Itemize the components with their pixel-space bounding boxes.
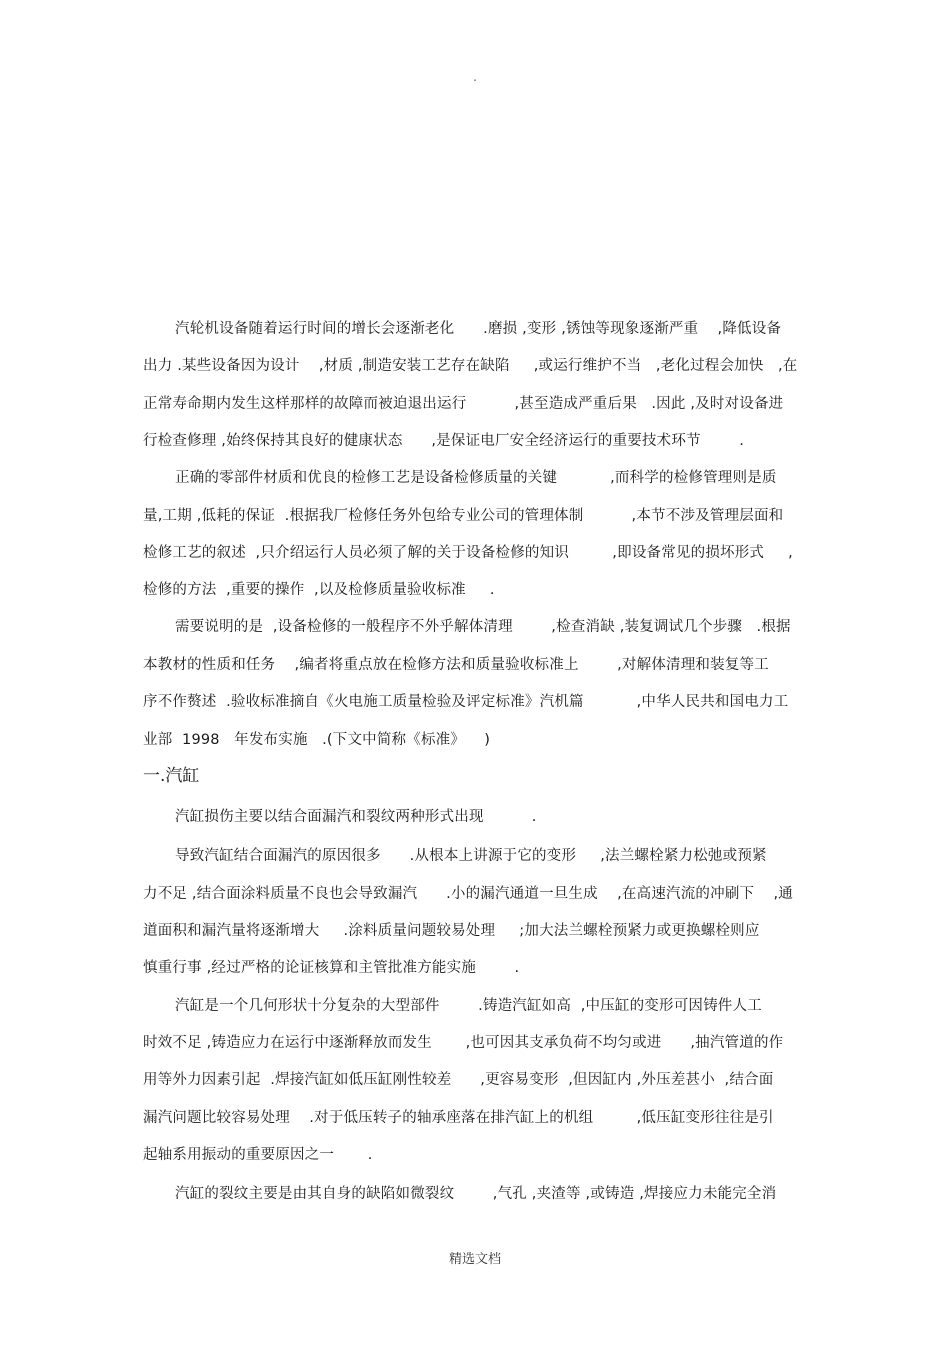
paragraph-line: 出力 .某些设备因为设计 ,材质 ,制造安装工艺存在缺陷 ,或运行维护不当 ,老化过程会加快 ,在 bbox=[143, 358, 798, 374]
section-heading: 一.汽缸 bbox=[143, 766, 200, 786]
paragraph-line: 汽缸的裂纹主要是由其自身的缺陷如微裂纹 ,气孔 ,夹渣等 ,或铸造 ,焊接应力未能完全消 bbox=[175, 1186, 777, 1202]
paragraph-line: 正确的零部件材质和优良的检修工艺是设备检修质量的关键 ,而科学的检修管理则是质 bbox=[175, 470, 777, 486]
page-top-mark: . bbox=[473, 70, 477, 84]
paragraph-line: 量,工期 ,低耗的保证 .根据我厂检修任务外包给专业公司的管理体制 ,本节不涉及管理层面和 bbox=[143, 508, 784, 524]
paragraph-line: 本教材的性质和任务 ,编者将重点放在检修方法和质量验收标准上 ,对解体清理和装复等工 bbox=[143, 657, 769, 673]
paragraph-line: 道面积和漏汽量将逐渐增大 .涂料质量问题较易处理 ;加大法兰螺栓预紧力或更换螺栓则应 bbox=[143, 923, 760, 939]
paragraph-line: 力不足 ,结合面涂料质量不良也会导致漏汽 .小的漏汽通道一旦生成 ,在高速汽流的冲刷下 ,通 bbox=[143, 886, 793, 902]
paragraph-line: 业部 1998 年发布实施 .(下文中简称《标准》 ) bbox=[143, 732, 491, 748]
paragraph-line: 漏汽问题比较容易处理 .对于低压转子的轴承座落在排汽缸上的机组 ,低压缸变形往往是引 bbox=[143, 1110, 774, 1126]
paragraph-line: 检修的方法 ,重要的操作 ,以及检修质量验收标准 . bbox=[143, 582, 495, 598]
paragraph-line: 慎重行事 ,经过严格的论证核算和主管批准方能实施 . bbox=[143, 960, 520, 976]
paragraph-line: 序不作赘述 .验收标准摘自《火电施工质量检验及评定标准》汽机篇 ,中华人民共和国电力工 bbox=[143, 694, 789, 710]
paragraph-line: 导致汽缸结合面漏汽的原因很多 .从根本上讲源于它的变形 ,法兰螺栓紧力松弛或预紧 bbox=[175, 848, 767, 864]
paragraph-line: 汽缸是一个几何形状十分复杂的大型部件 .铸造汽缸如高 ,中压缸的变形可因铸件人工 bbox=[175, 998, 762, 1014]
paragraph-line: 起轴系用振动的重要原因之一 . bbox=[143, 1147, 373, 1163]
paragraph-line: 时效不足 ,铸造应力在运行中逐渐释放而发生 ,也可因其支承负荷不均匀或进 ,抽汽管道的作 bbox=[143, 1035, 784, 1051]
paragraph-line: 汽缸损伤主要以结合面漏汽和裂纹两种形式出现 . bbox=[175, 809, 537, 825]
page-footer: 精选文档 bbox=[448, 1252, 501, 1267]
paragraph-line: 需要说明的是 ,设备检修的一般程序不外乎解体清理 ,检查消缺 ,装复调试几个步骤 .根据 bbox=[175, 619, 791, 635]
paragraph-line: 正常寿命期内发生这样那样的故障而被迫退出运行 ,甚至造成严重后果 .因此 ,及时对设备进 bbox=[143, 396, 784, 412]
paragraph-line: 行检查修理 ,始终保持其良好的健康状态 ,是保证电厂安全经济运行的重要技术环节 . bbox=[143, 433, 745, 449]
paragraph-line: 用等外力因素引起 .焊接汽缸如低压缸刚性较差 ,更容易变形 ,但因缸内 ,外压差甚小 ,结合面 bbox=[143, 1072, 774, 1088]
paragraph-line: 汽轮机设备随着运行时间的增长会逐渐老化 .磨损 ,变形 ,锈蚀等现象逐渐严重 ,降低设备 bbox=[175, 321, 782, 337]
paragraph-line: 检修工艺的叙述 ,只介绍运行人员必须了解的关于设备检修的知识 ,即设备常见的损坏形式 , bbox=[143, 545, 793, 561]
